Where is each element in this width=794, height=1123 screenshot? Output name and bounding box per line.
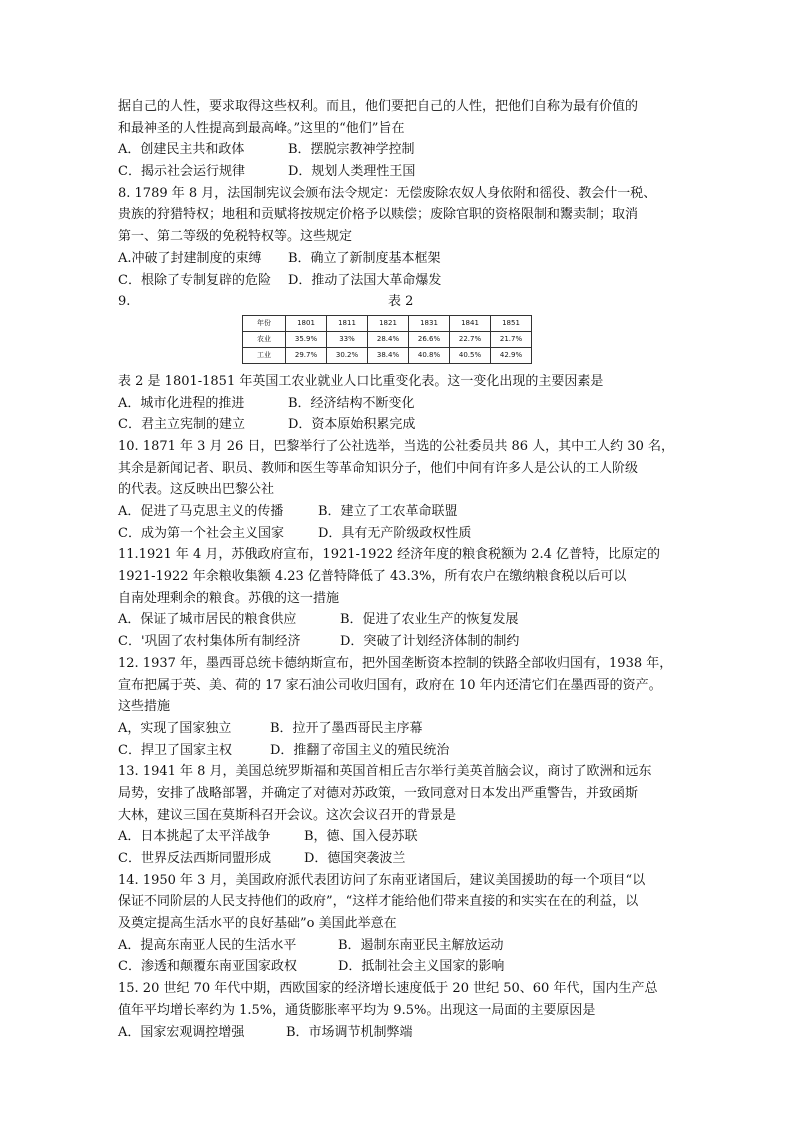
q9-stem-line: 表 2 是 1801-1851 年英国工农业就业人口比重变化表。这一变化出现的主要因素是: [118, 373, 604, 389]
q7-option-a: A．创建民主共和政体: [118, 142, 245, 158]
q8-option-b: B．确立了新制度基本框架: [288, 250, 441, 266]
q11-stem-line: 自南处理剩余的粮食。苏俄的这一措施: [118, 590, 340, 606]
q13-option-a: A．日本挑起了太平洋战争: [118, 829, 271, 845]
table-row: [243, 315, 532, 331]
q10-option-b: B．建立了工农革命联盟: [318, 504, 458, 519]
q7-option-d: D．规划人类理性王国: [288, 164, 416, 180]
q14-option-a: A．提高东南亚人民的生活水平: [118, 937, 297, 953]
q10-option-c: C．成为第一个社会主义国家: [118, 525, 284, 541]
q11-option-c: C．'巩固了农村集体所有制经济: [118, 634, 301, 650]
q7-option-row: [118, 139, 680, 161]
q7-option-row: [118, 161, 680, 183]
table-cell: 26.6%: [409, 331, 450, 347]
q9-option-b: B．经济结构不断变化: [288, 395, 415, 411]
q15-stem-line: 15. 20 世纪 70 年代中期，西欧国家的经济增长速度低于 20 世纪 50、60 年代，国内生产总: [118, 981, 658, 997]
q11-option-b: B．促进了农业生产的恢复发展: [340, 612, 519, 628]
table-cell: 农业: [243, 331, 286, 347]
q12-stem-line: 宣布把属于英、美、荷的 17 家石油公司收归国有，政府在 10 年内还清它们在墨西哥的资产。: [118, 677, 662, 693]
q9-option-c: C．君主立宪制的建立: [118, 417, 245, 433]
q7-option-c: C．揭示社会运行规律: [118, 164, 245, 180]
q10-option-d: D．具有无产阶级政权性质: [318, 525, 472, 541]
q10-option-row: [118, 523, 680, 545]
q13-option-row: [118, 826, 680, 848]
q10-stem-line: 10. 1871 年 3 月 26 日，巴黎举行了公社选举，当选的公社委员共 86 人，其中工人约 30 名，: [118, 438, 674, 454]
employment-table: [242, 315, 532, 364]
q14-option-c: C．渗透和颠覆东南亚国家政权: [118, 959, 297, 975]
q13-option-b: B，德、国入侵苏联: [304, 829, 418, 845]
q14-option-row: [118, 956, 680, 978]
table-cell: 40.5%: [450, 347, 491, 363]
q13-option-c: C．世界反法西斯同盟形成: [118, 851, 271, 866]
q8-option-a: A.冲破了封建制度的束缚: [118, 250, 262, 266]
q8-option-d: D．推动了法国大革命爆发: [288, 272, 442, 288]
q10-option-a: A．促进了马克思主义的传播: [118, 504, 284, 519]
q14-option-b: B．遏制东南亚民主解放运动: [338, 937, 504, 953]
q8-stem-line: 贵族的狩猎特权；地租和贡赋将按规定价格予以赎偿；废除官职的资格限制和鬻卖制；取消: [118, 207, 639, 223]
q14-stem-line: 及奠定提高生活水平的良好基础”o 美国此举意在: [118, 916, 397, 932]
q10-stem-line: 其余是新闻记者、职员、教师和医生等革命知识分子，他们中间有许多人是公认的工人阶级: [118, 460, 639, 476]
q14-option-d: D．抵制社会主义国家的影响: [338, 959, 505, 975]
q7-stem-line: 和最神圣的人性提高到最高峰。”这里的“他们”旨在: [118, 120, 405, 136]
q12-option-d: D．推翻了帝国主义的殖民统治: [270, 742, 450, 758]
table-wrapper: [118, 313, 680, 371]
q13-option-d: D．德国突袭波兰: [304, 851, 406, 866]
q11-stem-line: 1921-1922 年余粮收集额 4.23 亿普特降低了 43.3%，所有农户在缴纳粮食税以后可以: [118, 569, 627, 585]
q10-option-row: [118, 501, 680, 523]
table-row: [243, 347, 532, 363]
table-cell: 1821: [368, 315, 409, 331]
q9-option-row: [118, 393, 680, 415]
table-cell: 1831: [409, 315, 450, 331]
q12-option-row: [118, 718, 680, 740]
q12-stem-line: 这些措施: [118, 699, 171, 715]
table-cell: 33%: [327, 331, 368, 347]
q8-stem-line: 第一、第二等级的免税特权等。这些规定: [118, 229, 353, 245]
q9-option-row: [118, 414, 680, 436]
table-cell: 21.7%: [491, 331, 532, 347]
q14-stem-line: 14. 1950 年 3 月，美国政府派代表团访问了东南亚诸国后，建议美国援助的每一个项目“以: [118, 872, 646, 888]
table-cell: 29.7%: [286, 347, 327, 363]
table-cell: 1801: [286, 315, 327, 331]
table-cell: 1811: [327, 315, 368, 331]
q8-option-row: [118, 270, 680, 292]
q9-option-a: A．城市化进程的推进: [118, 395, 245, 411]
q7-option-b: B．摆脱宗教神学控制: [288, 142, 415, 158]
q11-option-row: [118, 609, 680, 631]
table-row: [243, 331, 532, 347]
q12-stem-line: 12. 1937 年，墨西哥总统卡德纳斯宣布，把外国垄断资本控制的铁路全部收归国有，1938 年，: [118, 655, 673, 671]
q9-number: 9.: [118, 294, 131, 310]
q11-stem-line: 11.1921 年 4 月，苏俄政府宣布，1921-1922 经济年度的粮食税额为 2.4 亿普特，比原定的: [118, 547, 661, 563]
q12-option-b: B．拉开了墨西哥民主序幕: [270, 720, 423, 736]
q8-option-row: [118, 248, 680, 270]
q9-header: [118, 291, 680, 313]
q12-option-row: [118, 740, 680, 762]
q13-stem-line: 局势，安排了战略部署，并确定了对德对苏政策，一致同意对日本发出严重警告，并致函斯: [118, 785, 639, 801]
table-cell: 40.8%: [409, 347, 450, 363]
q9-option-d: D．资本原始积累完成: [288, 417, 416, 433]
table-cell: 工业: [243, 347, 286, 363]
q7-stem-line: 据自己的人性，要求取得这些权利。而且，他们要把自己的人性，把他们自称为最有价值的: [118, 99, 639, 114]
q8-option-c: C．根除了专制复辟的危险: [118, 272, 271, 288]
q15-option-a: A．国家宏观调控增强: [118, 1024, 245, 1040]
table-cell: 30.2%: [327, 347, 368, 363]
table-cell: 年份: [243, 315, 286, 331]
q13-stem-line: 13. 1941 年 8 月，美国总统罗斯福和英国首相丘吉尔举行美英首脑会议，商讨了欧洲和远东: [118, 764, 652, 780]
q15-option-row: [118, 1022, 680, 1044]
q12-option-c: C．捍卫了国家主权: [118, 742, 232, 758]
q14-option-row: [118, 935, 680, 957]
q11-option-row: [118, 631, 680, 653]
table-caption: 表 2: [388, 294, 414, 310]
table-cell: 35.9%: [286, 331, 327, 347]
q11-option-a: A．保证了城市居民的粮食供应: [118, 612, 297, 628]
q11-option-d: D．突破了计划经济体制的制约: [340, 634, 520, 650]
table-cell: 1851: [491, 315, 532, 331]
table-cell: 42.9%: [491, 347, 532, 363]
q14-stem-line: 保证不同阶层的人民支持他们的政府”，“这样才能给他们带来直接的和实实在在的利益，以: [118, 894, 639, 910]
q13-stem-line: 大林，建议三国在莫斯科召开会议。这次会议召开的背景是: [118, 807, 457, 823]
table-cell: 1841: [450, 315, 491, 331]
q12-option-a: A，实现了国家独立: [118, 720, 232, 736]
exam-page: [118, 96, 680, 1043]
q8-stem-line: 8. 1789 年 8 月，法国制宪议会颁布法令规定：无偿废除农奴人身依附和徭役、教会什一税、: [118, 185, 657, 201]
table-cell: 38.4%: [368, 347, 409, 363]
table-cell: 22.7%: [450, 331, 491, 347]
q13-option-row: [118, 848, 680, 870]
q15-option-b: B．市场调节机制弊端: [286, 1024, 413, 1040]
q10-stem-line: 的代表。这反映出巴黎公社: [118, 482, 275, 498]
q15-stem-line: 值年平均增长率约为 1.5%，通货膨胀率平均为 9.5%。出现这一局面的主要原因是: [118, 1002, 596, 1018]
table-cell: 28.4%: [368, 331, 409, 347]
